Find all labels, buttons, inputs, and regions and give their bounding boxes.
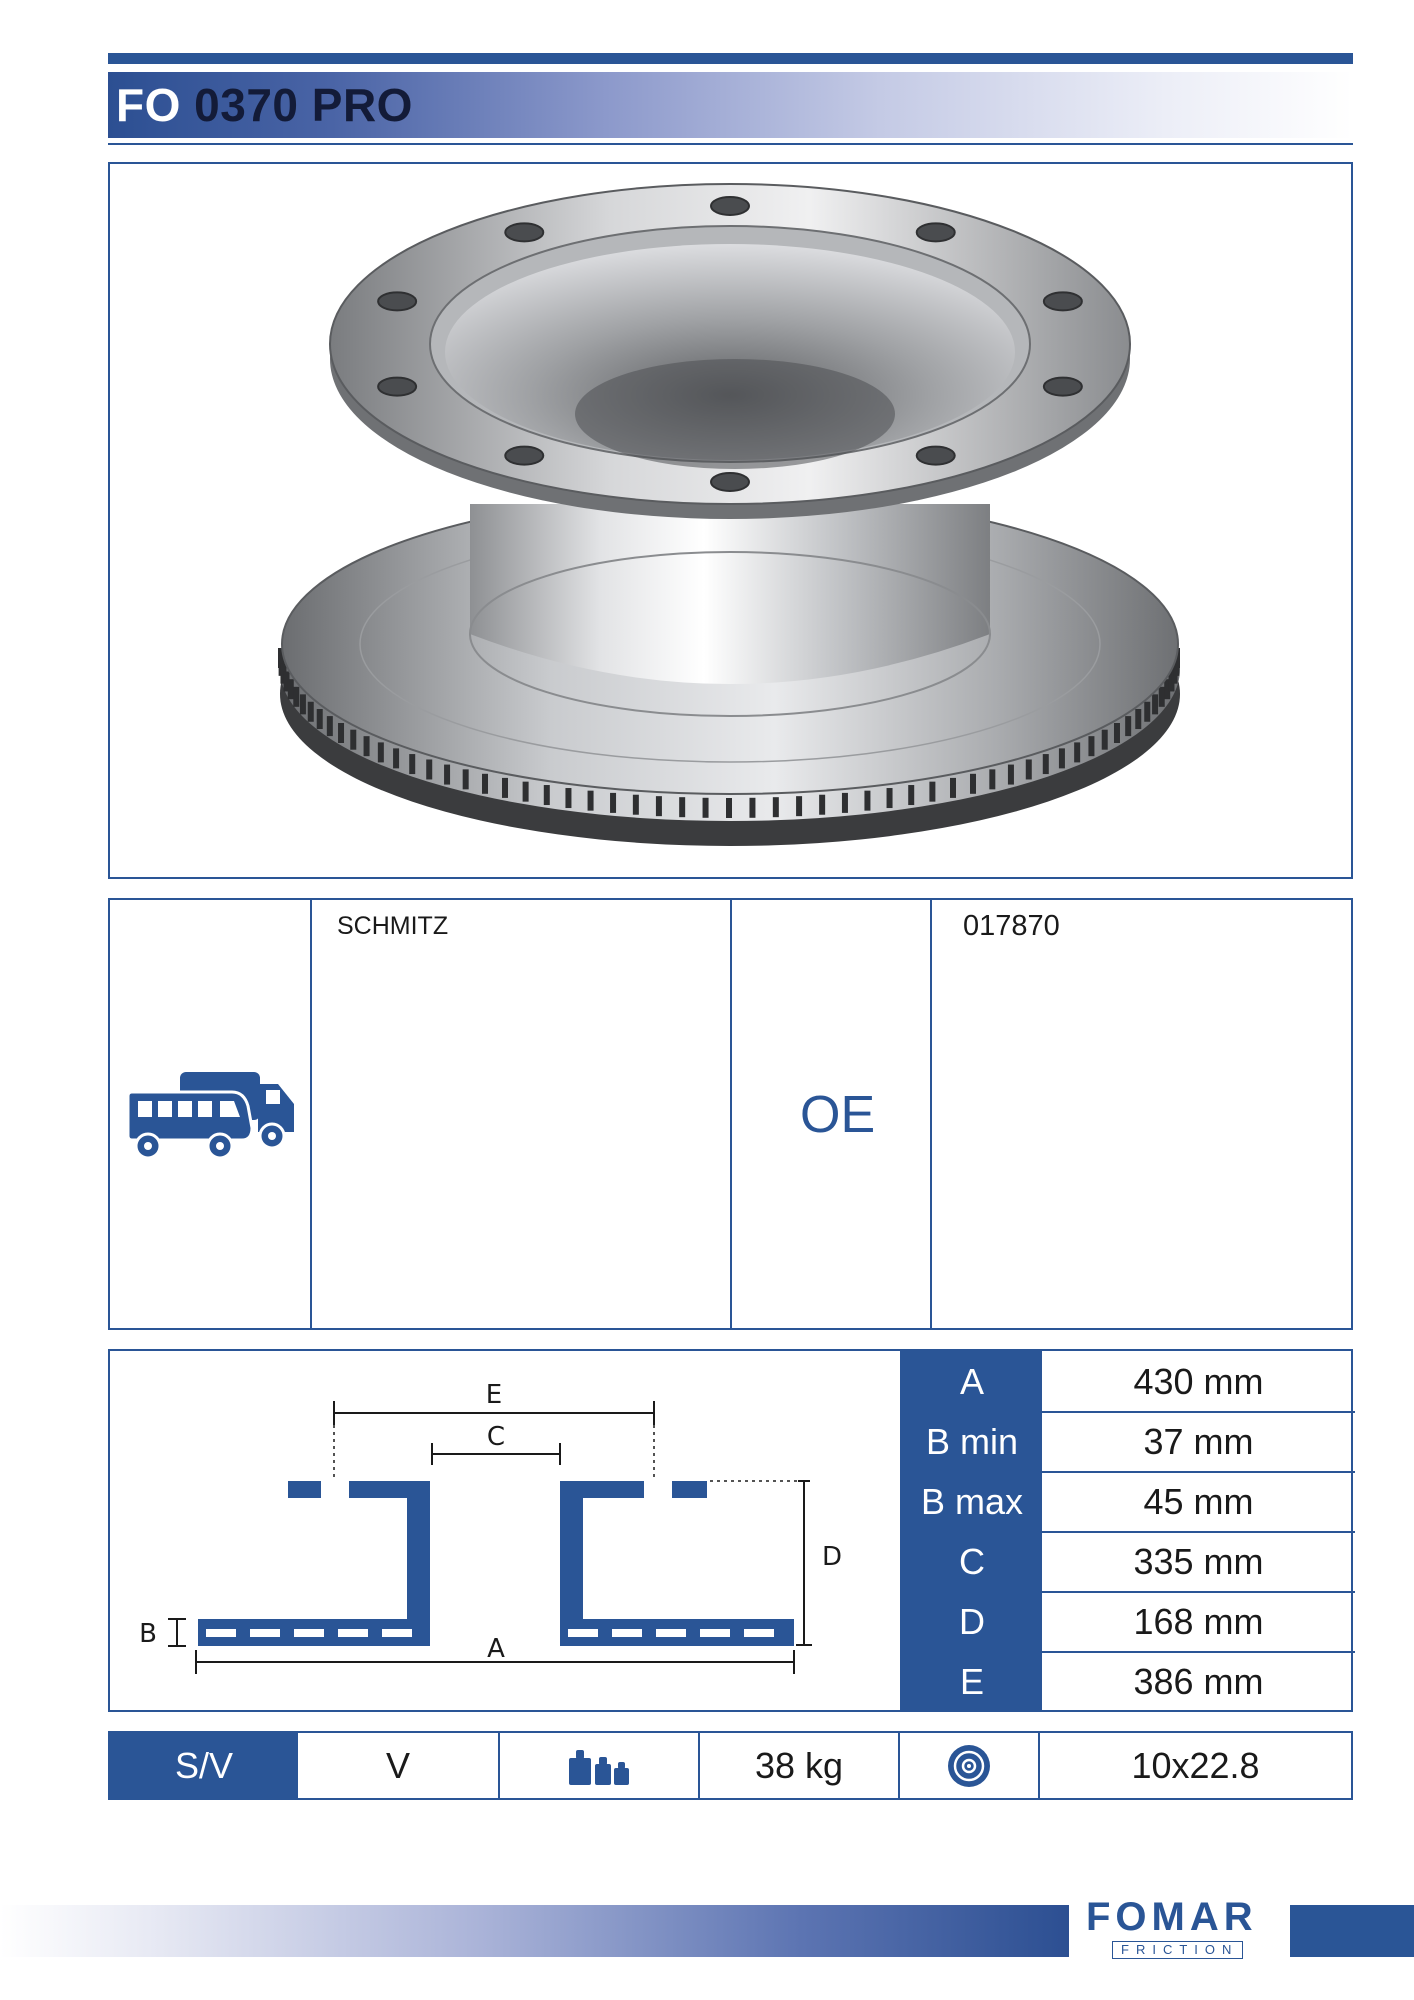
spec-value: 335 mm [1133, 1540, 1264, 1582]
rotor-vent [1043, 754, 1049, 774]
spec-row-c [902, 1531, 1355, 1592]
rotor-vent [300, 694, 306, 714]
spec-strip [108, 1731, 1353, 1800]
rotor-vent [1159, 687, 1165, 707]
diagram-vent [612, 1629, 642, 1637]
rotor-vent [610, 793, 616, 813]
diagram-vent [338, 1629, 368, 1637]
weight-value: 38 kg [754, 1744, 844, 1786]
rotor-vent [864, 791, 870, 811]
rotor-vent [819, 795, 825, 815]
rotor-vent [544, 785, 550, 805]
rotor-vent [773, 797, 779, 817]
spec-row-a [902, 1351, 1355, 1412]
label-b: B [139, 1619, 157, 1649]
rotor-vent [1088, 736, 1094, 756]
rotor-vent [308, 702, 314, 722]
title-code: 0370 PRO [194, 79, 413, 131]
diagram-vent [250, 1629, 280, 1637]
disc-right-hat [560, 1481, 583, 1646]
rotor-vent [1026, 759, 1032, 779]
spec-value: 37 mm [1143, 1420, 1254, 1462]
bolt-hole [1044, 378, 1082, 396]
diagram-vent [294, 1629, 324, 1637]
rotor-vent [1125, 716, 1131, 736]
rotor-vent [749, 798, 755, 818]
bolt-hole [505, 447, 543, 465]
spec-value: 168 mm [1133, 1600, 1264, 1642]
dimensions-panel [108, 1349, 1353, 1712]
weight-icon-cell [500, 1733, 698, 1798]
disc-right-flange-tip [672, 1481, 707, 1498]
table-divider [930, 900, 932, 1328]
oe-number: 017870 [963, 910, 1060, 942]
diagram-vent [206, 1629, 236, 1637]
diagram-vent [656, 1629, 686, 1637]
rotor-vent [288, 679, 294, 699]
brake-disc-image [110, 164, 1351, 877]
rotor-vent [482, 774, 488, 794]
brand-logo-sub: FRICTION [1112, 1941, 1243, 1959]
diagram-vent [744, 1629, 774, 1637]
label-e: E [485, 1380, 503, 1410]
bolt-hole [917, 447, 955, 465]
truck-bus-icon [128, 1070, 296, 1160]
title-underline [108, 143, 1353, 145]
rotor-vent [908, 785, 914, 805]
rotor-vent [950, 778, 956, 798]
bolt-hole [711, 473, 749, 491]
spec-key: A [902, 1351, 1042, 1412]
spec-key: B min [902, 1411, 1042, 1472]
rotor-vent [842, 793, 848, 813]
page-title [116, 78, 413, 132]
spec-key: C [902, 1531, 1042, 1592]
vehicle-make: SCHMITZ [337, 912, 449, 940]
spec-table [902, 1349, 1355, 1712]
rotor-vent [656, 796, 662, 816]
rotor-vent [1152, 694, 1158, 714]
bolt-hole [711, 197, 749, 215]
rotor-vent [1135, 709, 1141, 729]
rotor-vent [378, 742, 384, 762]
bolt-circle-icon [946, 1743, 992, 1789]
weight-icon [567, 1746, 631, 1786]
spec-row-b-max [902, 1471, 1355, 1532]
rotor-vent [1114, 723, 1120, 743]
rotor-vent [588, 791, 594, 811]
diagram-vent [700, 1629, 730, 1637]
spec-key: B max [902, 1471, 1042, 1532]
spec-row-e [902, 1651, 1355, 1712]
title-prefix: FO [116, 79, 181, 131]
rotor-vent [364, 736, 370, 756]
rotor-vent [989, 769, 995, 789]
rotor-vent [426, 759, 432, 779]
rotor-vent [1074, 742, 1080, 762]
label-a: A [487, 1634, 505, 1664]
label-c: C [486, 1422, 506, 1452]
brand-logo-name: FOMAR [1086, 1895, 1258, 1939]
rotor-vent [1059, 748, 1065, 768]
product-image-frame [108, 162, 1353, 879]
footer-blue-block [1290, 1905, 1414, 1957]
spec-value: 45 mm [1143, 1480, 1254, 1522]
bolt-hole [378, 378, 416, 396]
vehicle-type-cell [110, 900, 312, 1328]
rotor-vent [502, 778, 508, 798]
rotor-vent [703, 798, 709, 818]
rotor-vent [1008, 765, 1014, 785]
rotor-vent [679, 797, 685, 817]
rotor-vent [970, 774, 976, 794]
rotor-vent [350, 730, 356, 750]
dimension-diagram [110, 1351, 900, 1710]
rotor-vent [444, 765, 450, 785]
bolt-circle-icon-cell [900, 1733, 1038, 1798]
bolt-hole [1044, 292, 1082, 310]
spec-row-d [902, 1591, 1355, 1652]
sv-label: S/V [110, 1733, 298, 1798]
rotor-vent [633, 795, 639, 815]
rotor-vent [338, 723, 344, 743]
table-divider [730, 900, 732, 1328]
rotor-vent [327, 716, 333, 736]
spec-value: 430 mm [1133, 1360, 1264, 1402]
rotor-vent [317, 709, 323, 729]
oe-label: OE [800, 1086, 876, 1144]
rotor-vent [565, 788, 571, 808]
disc-left-flange-tip [288, 1481, 321, 1498]
footer-gradient-band [0, 1905, 1069, 1957]
spec-value: 386 mm [1133, 1660, 1264, 1702]
spec-key: D [902, 1591, 1042, 1652]
holes-value: 10x22.8 [1131, 1744, 1260, 1786]
rotor-vent [726, 798, 732, 818]
disc-left-flange [349, 1481, 430, 1498]
spec-row-b-min [902, 1411, 1355, 1472]
rotor-vent [393, 748, 399, 768]
rotor-vent [1144, 702, 1150, 722]
label-d: D [821, 1542, 843, 1572]
rotor-vent [796, 796, 802, 816]
rotor-vent [409, 754, 415, 774]
bolt-hole [505, 223, 543, 241]
diagram-vent [382, 1629, 412, 1637]
header-top-bar [108, 53, 1353, 64]
disc-right-flange [560, 1481, 644, 1498]
rotor-vent [523, 782, 529, 802]
sv-value: V [385, 1744, 410, 1786]
bolt-hole [917, 223, 955, 241]
rotor-vent [929, 782, 935, 802]
application-table [108, 898, 1353, 1330]
spec-key: E [902, 1651, 1042, 1712]
bolt-hole [378, 292, 416, 310]
rotor-vent [1102, 730, 1108, 750]
diagram-vent [568, 1629, 598, 1637]
rotor-vent [887, 788, 893, 808]
rotor-vent [463, 769, 469, 789]
disc-left-hat [407, 1481, 430, 1646]
rotor-vent [293, 687, 299, 707]
